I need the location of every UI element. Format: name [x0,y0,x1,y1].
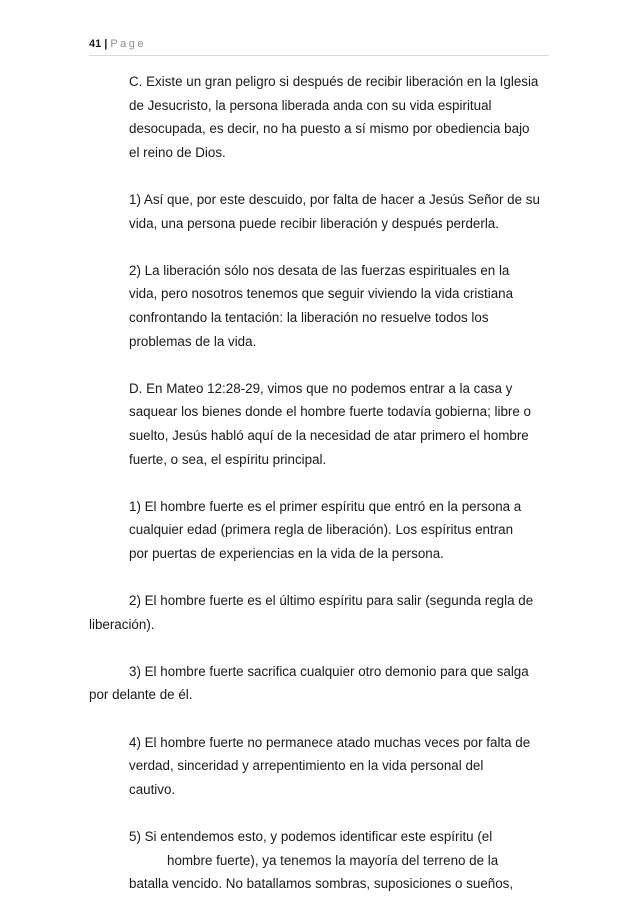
text-line: fuerte, o sea, el espíritu principal. [129,451,327,467]
text-line: saquear los bienes donde el hombre fuerte todavía gobierna; libre o [129,404,531,420]
text-line: vida, una persona puede recibir liberación y después perderla. [129,215,499,231]
paragraph-c-peligro [89,70,549,164]
text-line: liberación). [89,616,155,632]
text-line: vida, pero nosotros tenemos que seguir viviendo la vida cristiana [129,286,514,302]
page-header [89,37,549,56]
text-line: de Jesucristo, la persona liberada anda con su vida espiritual [129,97,492,113]
text-line: por delante de él. [89,687,193,703]
text-line: D. En Mateo 12:28-29, vimos que no podemos entrar a la casa y [129,380,513,396]
header-separator: | [104,38,108,50]
text-line: suelto, Jesús habló aquí de la necesidad de atar primero el hombre [129,427,529,443]
text-line: desocupada, es decir, no ha puesto a sí mismo por obediencia bajo [129,121,530,137]
text-line: problemas de la vida. [129,333,257,349]
paragraph-d3-sacrifica [89,660,549,707]
paragraph-d2-ultimo-espiritu [89,589,549,636]
text-line: 4) El hombre fuerte no permanece atado muchas veces por falta de [129,734,531,750]
text-line: verdad, sinceridad y arrepentimiento en la vida personal del [129,758,484,774]
text-line: hombre fuerte), ya tenemos la mayoría del terreno de la [167,852,499,868]
text-line: cautivo. [129,781,176,797]
text-line: 1) Así que, por este descuido, por falta de hacer a Jesús Señor de su [129,191,540,207]
text-line: batalla vencido. No batallamos sombras, suposiciones o sueños, [129,876,514,892]
paragraph-d5-identificar [89,825,549,896]
text-line: 1) El hombre fuerte es el primer espíritu que entró en la persona a [129,498,522,514]
text-line: C. Existe un gran peligro si después de recibir liberación en la Iglesia [129,74,539,89]
text-line: cualquier edad (primera regla de liberación). Los espíritus entran [129,522,514,538]
paragraph-d-mateo [89,377,549,471]
text-line: el reino de Dios. [129,144,226,160]
paragraph-c1-descuido [89,188,549,235]
text-line: 2) El hombre fuerte es el último espíritu para salir (segunda regla de [129,593,534,609]
text-line: por puertas de experiencias en la vida de la persona. [129,545,444,561]
page-number: 41 [89,38,102,50]
paragraph-c2-liberacion [89,259,549,353]
page-label: Page [110,38,147,50]
text-line: confrontando la tentación: la liberación no resuelve todos los [129,309,489,325]
text-line: 2) La liberación sólo nos desata de las fuerzas espirituales en la [129,262,510,278]
paragraph-d1-primer-espiritu [89,495,549,566]
document-body [89,70,549,919]
text-line: 3) El hombre fuerte sacrifica cualquier otro demonio para que salga [129,663,529,679]
text-line: 5) Si entendemos esto, y podemos identificar este espíritu (el [129,829,493,844]
paragraph-d4-no-permanece [89,731,549,802]
